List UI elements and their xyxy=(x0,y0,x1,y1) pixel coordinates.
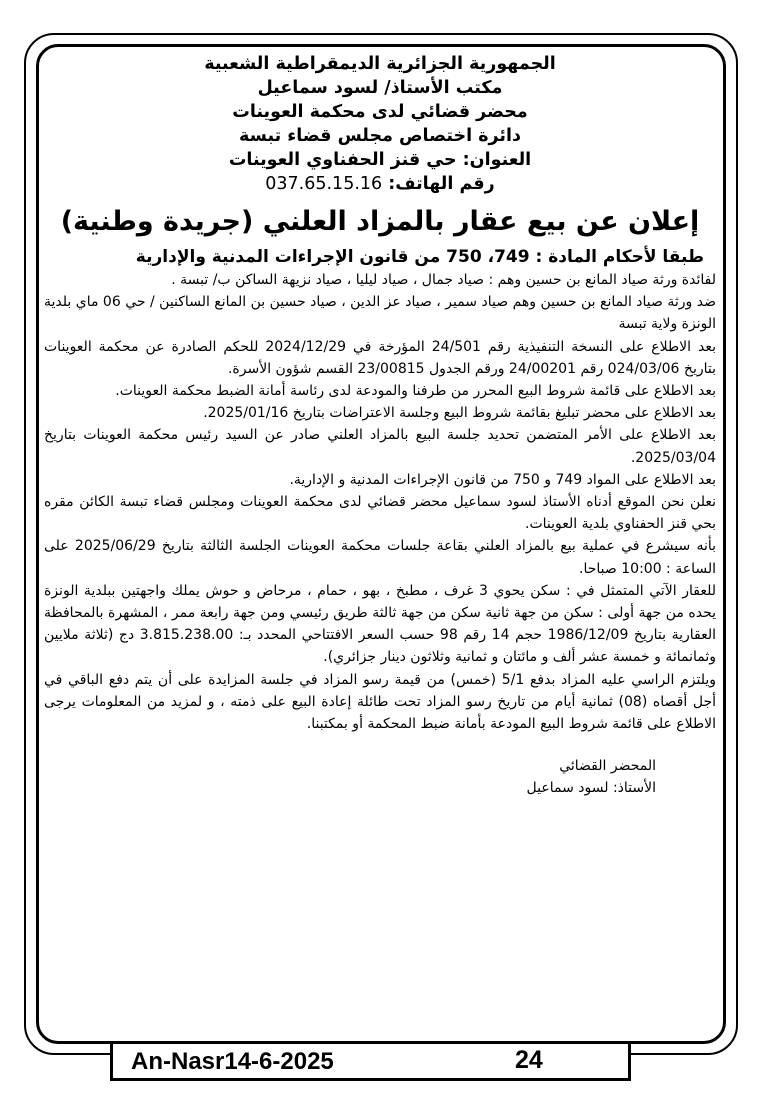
paragraph: لفائدة ورثة صياد المانع بن حسين وهم : صياد جمال ، صياد ليليا ، صياد نزيهة الساكن ب/ تبسة . xyxy=(171,272,716,288)
office-line: مكتب الأستاذ/ لسود سماعيل xyxy=(257,78,503,98)
signature-role: المحضر القضائي xyxy=(559,758,656,775)
announcement-title: إعلان عن بيع عقار بالمزاد العلني (جريدة وطنية) xyxy=(60,206,700,237)
paragraph: بأنه سيشرع في عملية بيع بالمزاد العلني بقاعة جلسات محكمة العوينات الجلسة الثالثة بتاريخ 2025/06/29 على الساعة : 10:00 صباحا. xyxy=(44,538,717,577)
address-line: العنوان: حي قنز الحفناوي العوينات xyxy=(228,150,532,170)
paragraph: بعد الاطلاع على الأمر المتضمن تحديد جلسة البيع بالمزاد العلني صادر عن السيد رئيس محكمة العوينات بتاريخ 2025/03/04. xyxy=(44,427,716,466)
paragraph: ويلتزم الراسي عليه المزاد بدفع 5/1 (خمس) من قيمة رسو المزاد في جلسة المزايدة على أن يتم دفع الباقي في أجل أقصاه (08) ثمانية أيام من تاريخ رسو المزاد تحت طائلة إعادة البيع على ذمته ، و لمزيد من المعلومات يرجى الاطلاع على قائمة شروط البيع المودعة بأمانة ضبط المحكمة أو بمكتبنا. xyxy=(44,671,717,733)
paragraph: بعد الاطلاع على محضر تبليغ بقائمة شروط البيع وجلسة الاعتراضات بتاريخ 2025/01/16. xyxy=(203,405,716,422)
paragraph: بعد الاطلاع على النسخة التنفيذية رقم 24/501 المؤرخة في 2024/12/29 للحكم الصادرة عن محكمة العوينات بتاريخ 024/03/06 رقم 24/00201 ورقم الجدول 23/00815 القسم شؤون الأسرة. xyxy=(44,338,716,377)
announcement-body xyxy=(44,269,716,735)
paragraph: بعد الاطلاع على قائمة شروط البيع المحرر من طرفنا والمودعة لدى رئاسة أمانة الضبط محكمة العوينات. xyxy=(115,383,716,400)
paragraph: ضد ورثة صياد المانع بن حسين وهم صياد سمير ، صياد عز الدين ، صياد حسين بن المانع الساكنين / حي 06 ماي بلدية الونزة ولاية تبسة xyxy=(44,294,716,333)
paragraph: نعلن نحن الموقع أدناه الأستاذ لسود سماعيل محضر قضائي لدى محكمة العوينات ومجلس قضاء تبسة الكائن مقره بحي قنز الحفناوي بلدية العوينات. xyxy=(44,494,716,533)
phone-label: رقم الهاتف: xyxy=(388,174,495,194)
phone-value: 037.65.15.16 xyxy=(265,174,383,194)
office-header xyxy=(44,52,716,196)
legal-basis: طبقا لأحكام المادة : 749، 750 من قانون الإجراءات المدنية والإدارية xyxy=(135,247,704,267)
page-number: 24 xyxy=(515,1046,543,1074)
bailiff-line: محضر قضائي لدى محكمة العوينات xyxy=(232,102,528,122)
newspaper-date: An-Nasr14-6-2025 xyxy=(131,1048,334,1075)
signature-block xyxy=(44,755,716,799)
announcement xyxy=(44,52,716,799)
jurisdiction-line: دائرة اختصاص مجلس قضاء تبسة xyxy=(239,126,521,146)
page-footer xyxy=(110,1041,631,1081)
paragraph: للعقار الآتي المتمثل في : سكن يحوي 3 غرف ، مطبخ ، بهو ، حمام ، مرحاض و حوش يملك واجهتين ببلدية الونزة يحده من جهة أولى : سكن من جهة ثانية سكن من جهة ثالثة طريق رئيسي ومن جهة رابعة ممر ، المشهرة بالمحافظة العقارية بتاريخ 1986/12/09 حجم 14 رقم 98 حسب السعر الافتتاحي المحدد بـ: 3.815.238.00 دج (ثلاثة ملايين وثمانمائة و خمسة عشر ألف و مائتان و ثمانية وثلاثون دينار جزائري). xyxy=(44,582,717,666)
signature-name: الأستاذ: لسود سماعيل xyxy=(526,780,656,797)
phone-line xyxy=(44,172,716,196)
paragraph: بعد الاطلاع على المواد 749 و 750 من قانون الإجراءات المدنية و الإدارية. xyxy=(289,471,716,488)
republic-line: الجمهورية الجزائرية الديمقراطية الشعبية xyxy=(204,54,556,74)
